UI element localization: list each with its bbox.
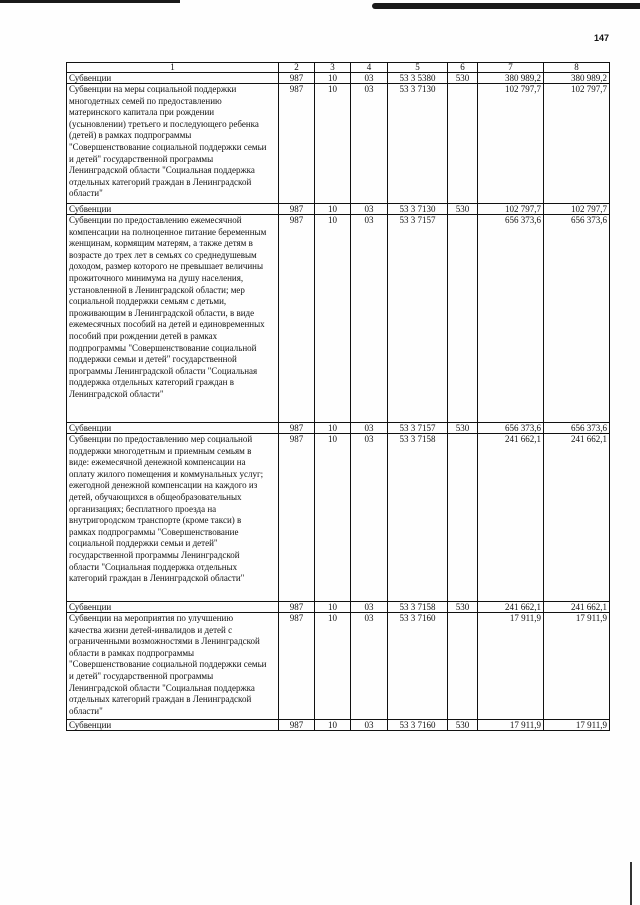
row-name: Субвенции на меры социальной поддержки многодетных семей по предоставлению материнского капитала при рождении (усыновлении) третьего и последующего ребенка (детей) в рамках подпрограммы "Совершенствование социальной поддержки семьи и детей" государственной программы Ленинградской области "Социальная поддержка отдельных категорий граждан в Ленинградской области" — [67, 84, 279, 204]
cell-amount: 102 797,7 — [544, 84, 610, 204]
scan-artifact-edge — [630, 862, 632, 905]
cell-amount: 241 662,1 — [544, 434, 610, 602]
cell-target-article: 53 3 7158 — [388, 602, 448, 613]
cell-admin-code: 987 — [279, 434, 315, 602]
column-header: 7 — [478, 63, 544, 73]
cell-section: 10 — [315, 215, 351, 423]
cell-section: 10 — [315, 73, 351, 84]
table-row — [67, 423, 610, 434]
cell-admin-code: 987 — [279, 73, 315, 84]
cell-target-article: 53 3 5380 — [388, 73, 448, 84]
table-header-row — [67, 63, 610, 73]
cell-expense-type: 530 — [448, 204, 478, 215]
cell-amount: 102 797,7 — [544, 204, 610, 215]
cell-admin-code: 987 — [279, 84, 315, 204]
cell-subsection: 03 — [351, 720, 388, 731]
cell-target-article: 53 3 7158 — [388, 434, 448, 602]
cell-expense-type — [448, 434, 478, 602]
cell-section: 10 — [315, 720, 351, 731]
table-row — [67, 73, 610, 84]
table-row — [67, 434, 610, 602]
cell-amount: 17 911,9 — [478, 720, 544, 731]
cell-subsection: 03 — [351, 434, 388, 602]
table-row — [67, 720, 610, 731]
budget-table — [66, 62, 610, 731]
cell-subsection: 03 — [351, 84, 388, 204]
cell-amount: 656 373,6 — [478, 215, 544, 423]
cell-amount: 17 911,9 — [544, 613, 610, 720]
cell-section: 10 — [315, 423, 351, 434]
table-row — [67, 602, 610, 613]
cell-target-article: 53 3 7130 — [388, 84, 448, 204]
column-header: 6 — [448, 63, 478, 73]
cell-amount: 17 911,9 — [478, 613, 544, 720]
cell-target-article: 53 3 7160 — [388, 720, 448, 731]
cell-amount: 656 373,6 — [478, 423, 544, 434]
cell-admin-code: 987 — [279, 602, 315, 613]
cell-subsection: 03 — [351, 204, 388, 215]
cell-amount: 241 662,1 — [478, 434, 544, 602]
cell-target-article: 53 3 7130 — [388, 204, 448, 215]
table-row — [67, 613, 610, 720]
cell-amount: 380 989,2 — [544, 73, 610, 84]
cell-amount: 656 373,6 — [544, 423, 610, 434]
cell-amount: 656 373,6 — [544, 215, 610, 423]
column-header: 3 — [315, 63, 351, 73]
cell-amount: 241 662,1 — [478, 602, 544, 613]
row-name: Субвенции — [67, 602, 279, 613]
table-row — [67, 84, 610, 204]
row-name: Субвенции — [67, 423, 279, 434]
cell-subsection: 03 — [351, 73, 388, 84]
row-name: Субвенции по предоставлению ежемесячной компенсации на полноценное питание беременным женщинам, кормящим матерям, а также детям в возрасте до трех лет в семьях со среднедушевым доходом, размер которого не превышает величины прожиточного минимума на душу населения, установленной в Ленинградской области; мер социальной поддержки семьям с детьми, проживающим в Ленинградской области, в виде ежемесячных пособий на детей и единовременных пособий при рождении детей в рамках подпрограммы "Совершенствование социальной поддержки семьи и детей" государственной программы Ленинградской области "Социальная поддержка отдельных категорий граждан в Ленинградской области" — [67, 215, 279, 423]
cell-admin-code: 987 — [279, 423, 315, 434]
cell-subsection: 03 — [351, 613, 388, 720]
page-number: 147 — [594, 33, 610, 43]
row-name: Субвенции на мероприятия по улучшению качества жизни детей-инвалидов и детей с ограниченными возможностями в Ленинградской области в рамках подпрограммы "Совершенствование социальной поддержки семьи и детей" государственной программы Ленинградской области "Социальная поддержка отдельных категорий граждан в Ленинградской области" — [67, 613, 279, 720]
cell-target-article: 53 3 7160 — [388, 613, 448, 720]
cell-section: 10 — [315, 204, 351, 215]
cell-admin-code: 987 — [279, 215, 315, 423]
column-header: 4 — [351, 63, 388, 73]
scan-artifact-bar — [372, 3, 640, 9]
table-row — [67, 215, 610, 423]
column-header: 1 — [67, 63, 279, 73]
table-row — [67, 204, 610, 215]
cell-amount: 17 911,9 — [544, 720, 610, 731]
column-header: 8 — [544, 63, 610, 73]
cell-section: 10 — [315, 434, 351, 602]
cell-admin-code: 987 — [279, 204, 315, 215]
cell-amount: 102 797,7 — [478, 204, 544, 215]
column-header: 2 — [279, 63, 315, 73]
cell-expense-type: 530 — [448, 602, 478, 613]
row-name: Субвенции — [67, 204, 279, 215]
row-name: Субвенции по предоставлению мер социальной поддержки многодетным и приемным семьям в виде: ежемесячной денежной компенсации на оплату жилого помещения и коммунальных услуг; ежегодной денежной компенсации на каждого из детей, обучающихся в общеобразовательных организациях; бесплатного проезда на внутригородском транспорте (кроме такси) в рамках подпрограммы "Совершенствование социальной поддержки семьи и детей" государственной программы Ленинградской области "Социальная поддержка отдельных категорий граждан в Ленинградской области" — [67, 434, 279, 602]
cell-admin-code: 987 — [279, 613, 315, 720]
cell-admin-code: 987 — [279, 720, 315, 731]
cell-section: 10 — [315, 613, 351, 720]
row-name: Субвенции — [67, 73, 279, 84]
cell-expense-type — [448, 215, 478, 423]
cell-amount: 102 797,7 — [478, 84, 544, 204]
cell-subsection: 03 — [351, 602, 388, 613]
cell-target-article: 53 3 7157 — [388, 423, 448, 434]
cell-subsection: 03 — [351, 423, 388, 434]
cell-target-article: 53 3 7157 — [388, 215, 448, 423]
cell-amount: 241 662,1 — [544, 602, 610, 613]
cell-section: 10 — [315, 84, 351, 204]
cell-subsection: 03 — [351, 215, 388, 423]
cell-expense-type: 530 — [448, 423, 478, 434]
cell-expense-type — [448, 84, 478, 204]
cell-expense-type: 530 — [448, 73, 478, 84]
cell-amount: 380 989,2 — [478, 73, 544, 84]
cell-section: 10 — [315, 602, 351, 613]
cell-expense-type: 530 — [448, 720, 478, 731]
column-header: 5 — [388, 63, 448, 73]
scan-artifact-bar — [0, 0, 180, 3]
row-name: Субвенции — [67, 720, 279, 731]
cell-expense-type — [448, 613, 478, 720]
